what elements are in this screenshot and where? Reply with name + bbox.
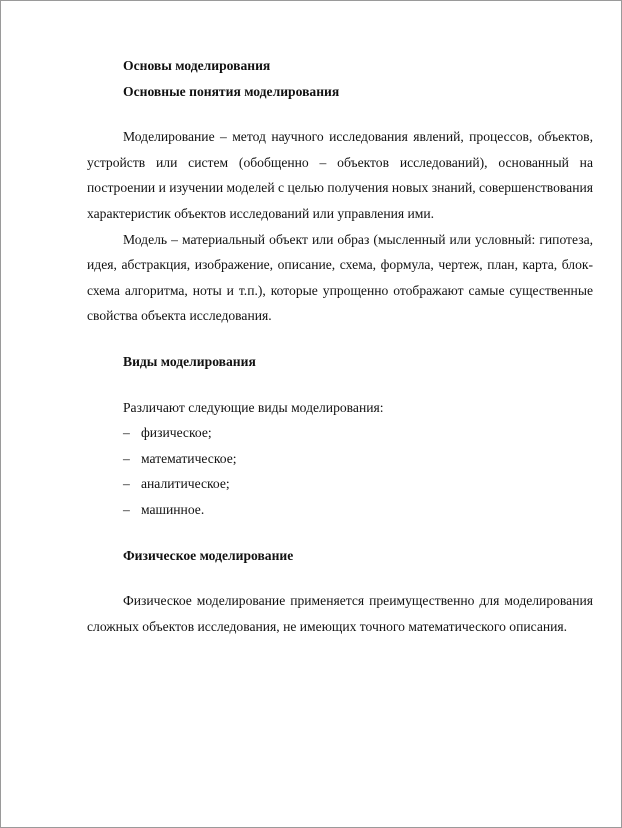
spacer <box>87 375 593 395</box>
document-body <box>87 53 593 639</box>
spacer <box>87 523 593 543</box>
spacer <box>87 329 593 349</box>
spacer <box>87 568 593 588</box>
list-dash: – <box>123 450 130 466</box>
list-item <box>87 471 593 497</box>
list-item-text: машинное. <box>141 501 205 517</box>
section-heading-types: Виды моделирования <box>123 353 256 369</box>
paragraph-model-definition: Модель – материальный объект или образ (мысленный или условный: гипотеза, идея, абстракция, изображение, описание, схема, формула, чертеж, план, карта, блок-схема алгоритма, ноты и т.п.), которые упрощенно отображают самые существенные свойства объекта исследования. <box>87 231 593 324</box>
section-heading-physical: Физическое моделирование <box>123 547 294 563</box>
list-item-text: аналитическое; <box>141 476 230 492</box>
list-item <box>87 420 593 446</box>
spacer <box>87 104 593 124</box>
list-item-text: физическое; <box>141 425 212 441</box>
section-lead-types: Различают следующие виды моделирования: <box>123 399 384 415</box>
list-item-text: математическое; <box>141 450 237 466</box>
paragraph-physical-modeling: Физическое моделирование применяется преимущественно для моделирования сложных объектов исследования, не имеющих точного математического описания. <box>87 593 593 634</box>
paragraph-modeling-definition: Моделирование – метод научного исследования явлений, процессов, объектов, устройств или систем (обобщенно – объектов исследований), основанный на построении и изучении моделей с целью получения новых знаний, совершенствования характеристик объектов исследований или управления ими. <box>87 129 593 221</box>
list-item <box>87 497 593 523</box>
list-dash: – <box>123 501 130 517</box>
types-list <box>87 420 593 522</box>
list-dash: – <box>123 476 130 492</box>
list-dash: – <box>123 425 130 441</box>
list-item <box>87 446 593 472</box>
document-title: Основы моделирования <box>123 58 271 73</box>
document-subtitle: Основные понятия моделирования <box>123 83 340 99</box>
